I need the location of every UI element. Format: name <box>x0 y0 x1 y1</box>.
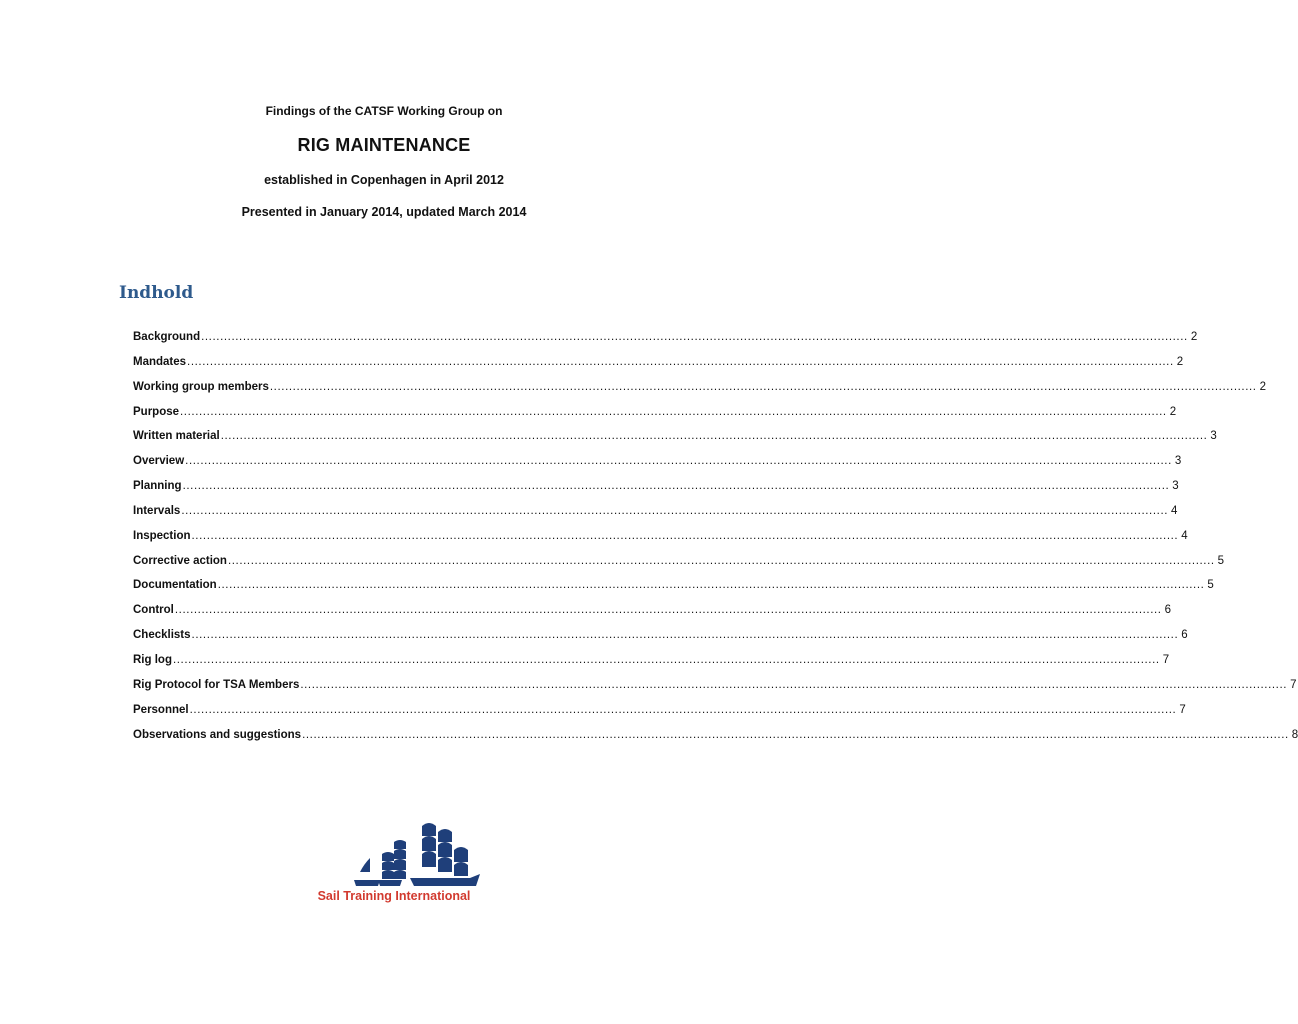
toc-entry-label: Purpose <box>133 405 180 418</box>
toc-leader-dots: .................................................................................................................................................................................................................................................................... <box>217 579 1205 592</box>
toc-entry-page: 8 <box>1291 728 1298 741</box>
toc-entry[interactable] <box>133 331 1198 356</box>
ship-medium-icon <box>394 840 406 879</box>
toc-entry-page: 4 <box>1171 504 1178 517</box>
ship-small-icon <box>354 858 380 886</box>
toc-entry[interactable] <box>133 604 1172 629</box>
toc-leader-dots: .................................................................................................................................................................................................................................................................... <box>302 728 1289 741</box>
toc-leader-dots: .................................................................................................................................................................................................................................................................... <box>220 430 1208 443</box>
toc-leader-dots: .................................................................................................................................................................................................................................................................... <box>227 554 1215 567</box>
toc-entry-label: Rig Protocol for TSA Members <box>133 678 300 691</box>
toc-leader-dots: .................................................................................................................................................................................................................................................................... <box>191 529 1179 542</box>
toc-heading: Indhold <box>119 283 194 303</box>
toc-entry-label: Background <box>133 331 201 343</box>
toc-entry-page: 2 <box>1190 331 1198 343</box>
toc-entry-label: Rig log <box>133 653 172 666</box>
toc-leader-dots: .................................................................................................................................................................................................................................................................... <box>189 703 1177 716</box>
toc-entry-label: Mandates <box>133 355 187 368</box>
toc-entry[interactable] <box>133 728 1298 754</box>
toc-leader-dots: .................................................................................................................................................................................................................................................................... <box>174 604 1162 617</box>
toc-entry-label: Written material <box>133 430 220 443</box>
toc-entry-page: 5 <box>1207 579 1214 592</box>
toc-entry[interactable] <box>133 480 1179 505</box>
toc-entry[interactable] <box>133 355 1184 381</box>
toc-entry[interactable] <box>133 504 1178 530</box>
toc-entry-page: 3 <box>1210 430 1217 443</box>
table-of-contents <box>133 331 1298 753</box>
toc-entry[interactable] <box>133 430 1217 455</box>
established-line: established in Copenhagen in April 2012 <box>264 173 504 187</box>
toc-entry-label: Planning <box>133 480 182 493</box>
toc-entry[interactable] <box>133 579 1214 604</box>
toc-entry[interactable] <box>133 703 1186 729</box>
toc-entry-label: Observations and suggestions <box>133 728 302 741</box>
toc-entry-label: Documentation <box>133 579 217 592</box>
toc-entry-label: Working group members <box>133 380 269 393</box>
toc-entry-page: 6 <box>1181 629 1188 642</box>
toc-leader-dots: .................................................................................................................................................................................................................................................................... <box>181 504 1169 517</box>
toc-entry-label: Corrective action <box>133 554 227 567</box>
presented-line: Presented in January 2014, updated March 2014 <box>241 205 527 219</box>
toc-entry-page: 2 <box>1259 380 1267 393</box>
toc-entry-label: Personnel <box>133 703 189 716</box>
toc-entry-label: Control <box>133 604 174 617</box>
toc-leader-dots: .................................................................................................................................................................................................................................................................... <box>300 678 1288 691</box>
toc-leader-dots: .................................................................................................................................................................................................................................................................... <box>269 380 1257 393</box>
logo-wordmark: Sail Training International <box>317 889 471 903</box>
toc-entry-label: Checklists <box>133 629 191 642</box>
toc-entry[interactable] <box>133 629 1188 654</box>
toc-entry-page: 7 <box>1290 678 1297 691</box>
toc-leader-dots: .................................................................................................................................................................................................................................................................... <box>201 331 1188 343</box>
toc-entry[interactable] <box>133 455 1182 480</box>
toc-entry[interactable] <box>133 678 1297 704</box>
toc-entry-page: 6 <box>1164 604 1172 617</box>
toc-entry-page: 4 <box>1181 529 1188 542</box>
toc-entry[interactable] <box>133 653 1170 679</box>
toc-entry-page: 7 <box>1162 653 1170 666</box>
toc-entry[interactable] <box>133 529 1188 555</box>
toc-entry-page: 2 <box>1169 405 1177 418</box>
toc-entry-label: Overview <box>133 455 185 468</box>
toc-leader-dots: .................................................................................................................................................................................................................................................................... <box>191 629 1179 642</box>
toc-entry[interactable] <box>133 380 1267 406</box>
ship-large-icon <box>410 823 480 886</box>
toc-entry-page: 2 <box>1176 355 1184 368</box>
header-subtitle: Findings of the CATSF Working Group on <box>265 104 503 118</box>
document-title: RIG MAINTENANCE <box>297 135 471 155</box>
toc-entry[interactable] <box>133 405 1177 431</box>
toc-entry-page: 7 <box>1179 703 1186 716</box>
toc-entry-label: Intervals <box>133 504 181 517</box>
tall-ships-icon <box>354 823 480 886</box>
toc-leader-dots: .................................................................................................................................................................................................................................................................... <box>172 653 1160 666</box>
toc-leader-dots: .................................................................................................................................................................................................................................................................... <box>182 480 1170 493</box>
toc-entry[interactable] <box>133 554 1225 580</box>
toc-leader-dots: .................................................................................................................................................................................................................................................................... <box>185 455 1172 468</box>
toc-leader-dots: .................................................................................................................................................................................................................................................................... <box>180 405 1167 418</box>
toc-entry-page: 3 <box>1172 480 1179 493</box>
toc-entry-page: 5 <box>1217 554 1225 567</box>
toc-entry-label: Inspection <box>133 529 191 542</box>
toc-entry-page: 3 <box>1174 455 1182 468</box>
toc-leader-dots: .................................................................................................................................................................................................................................................................... <box>187 355 1174 368</box>
